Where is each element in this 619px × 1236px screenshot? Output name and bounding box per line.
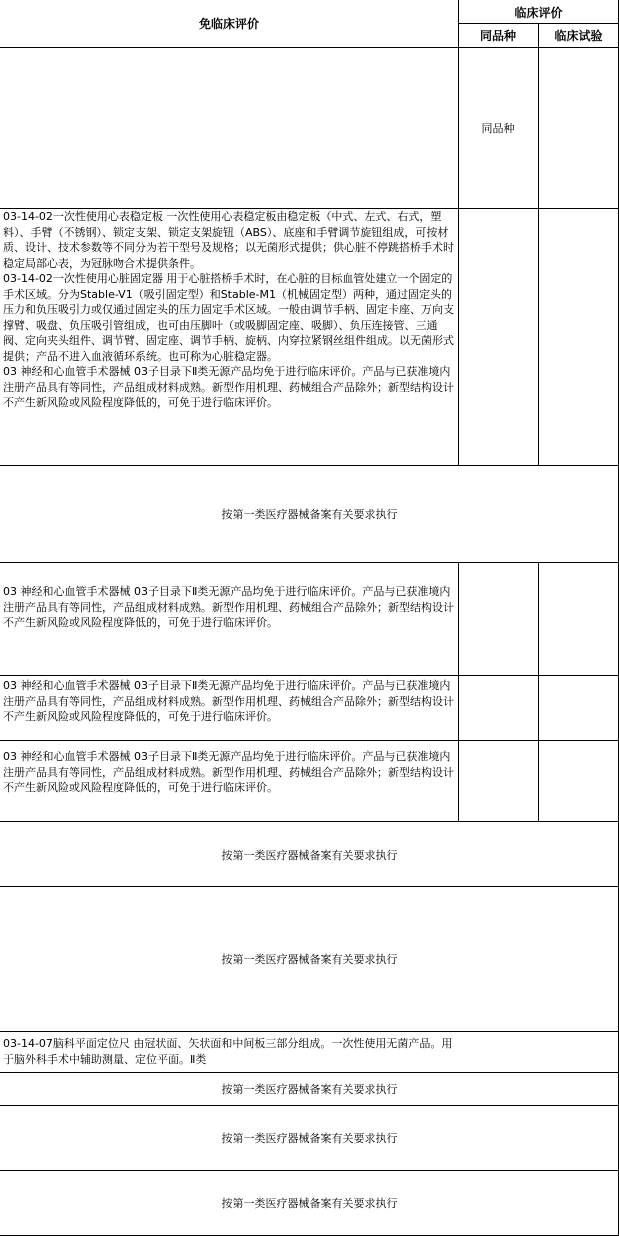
row-1-text: 03-14-02一次性使用心表稳定板 一次性使用心表稳定板由稳定板（中式、左式、右式，塑料）、手臂（不锈钢）、锁定支架、锁定支架旋钮（ABS）、底座和手臂调节旋钮组成，可按材质、设计、技术参数等不同分为若干型号及规格；以无菌形式提供；供心脏不停跳搭桥手术时稳定局部心表，为冠脉吻合术提供条件。 03-14-02一次性使用心脏固定器 用于心脏搭桥手术时，在心脏的目标血管处建立一个固定的手术区域。分为Stable-V1（吸引固定型）和Stable-M1（机械固定型）两种，通过固定头的压力和负压吸引力或仅通过固定头的压力固定手术区域。一般由调节手柄、固定卡座、万向支撑臂、吸盘、负压吸引管组成，也可由压脚叶（或吸脚固定座、吸脚）、负压连接管、三通阀、定向夹头组件、调节臂、固定座、调节手柄、旋柄、内穿拉紧钢丝组件组成。以无菌形式提供；产品不进入血液循环系统。也可称为心脏稳定器。 03 神经和心血管手术器械 03子目录下Ⅱ类无源产品均免于进行临床评价。产品与已获准境内注册产品具有等同性，产品组成材料成熟。新型作用机理、药械组合产品除外；新型结构设计不产生新风险或风险程度降低的，可免于进行临床评价。 — [3, 210, 454, 409]
grid-line — [0, 675, 619, 676]
row-8-text: 03-14-07脑科平面定位尺 由冠状面、矢状面和中间板三部分组成。一次性使用无菌产品。用于脑外科手术中辅助测量、定位平面。Ⅱ类 — [3, 1037, 453, 1066]
grid-line — [0, 1072, 5, 1073]
header-clinical-eval: 临床评价 — [514, 5, 563, 20]
grid-line — [0, 886, 619, 887]
grid-line — [0, 562, 619, 563]
grid-line — [458, 0, 459, 466]
grid-line — [0, 886, 5, 887]
grid-line — [0, 1072, 619, 1073]
grid-line — [0, 1170, 619, 1171]
grid-line — [0, 208, 619, 209]
header-same-variety: 同品种 — [479, 29, 516, 43]
row-2-text: 按第一类医疗器械备案有关要求执行 — [221, 508, 398, 521]
grid-line — [0, 1031, 619, 1032]
grid-line — [0, 1170, 5, 1171]
row-11-text: 按第一类医疗器械备案有关要求执行 — [221, 1197, 398, 1210]
row-4-text: 03 神经和心血管手术器械 03子目录下Ⅱ类无源产品均免于进行临床评价。产品与已获准境内注册产品具有等同性，产品组成材料成熟。新型作用机理、药械组合产品除外；新型结构设计不产生新风险或风险程度降低的，可免于进行临床评价。 — [3, 679, 454, 723]
grid-line — [0, 1031, 5, 1032]
header-exempt-eval: 免临床评价 — [198, 17, 259, 31]
grid-line — [0, 465, 619, 466]
grid-line — [0, 740, 619, 741]
grid-line — [0, 821, 619, 822]
grid-line — [0, 1105, 619, 1106]
grid-line — [0, 47, 619, 48]
grid-line — [538, 562, 539, 822]
row-3-text: 03 神经和心血管手术器械 03子目录下Ⅱ类无源产品均免于进行临床评价。产品与已获准境内注册产品具有等同性，产品组成材料成熟。新型作用机理、药械组合产品除外；新型结构设计不产生新风险或风险程度降低的，可免于进行临床评价。 — [3, 585, 454, 629]
row-9-text: 按第一类医疗器械备案有关要求执行 — [221, 1083, 398, 1096]
row-0-same-variety: 同品种 — [481, 122, 515, 135]
grid-line — [458, 562, 459, 822]
row-5-text: 03 神经和心血管手术器械 03子目录下Ⅱ类无源产品均免于进行临床评价。产品与已获准境内注册产品具有等同性，产品组成材料成熟。新型作用机理、药械组合产品除外；新型结构设计不产生新风险或风险程度降低的，可免于进行临床评价。 — [3, 750, 454, 794]
header-clinical-trial: 临床试验 — [554, 29, 603, 43]
grid-line — [0, 1105, 5, 1106]
row-6-text: 按第一类医疗器械备案有关要求执行 — [221, 848, 398, 862]
row-10-text: 按第一类医疗器械备案有关要求执行 — [221, 1132, 398, 1145]
grid-line — [0, 562, 5, 563]
grid-line — [538, 23, 539, 466]
grid-line — [0, 821, 5, 822]
row-7-text: 按第一类医疗器械备案有关要求执行 — [221, 953, 398, 966]
